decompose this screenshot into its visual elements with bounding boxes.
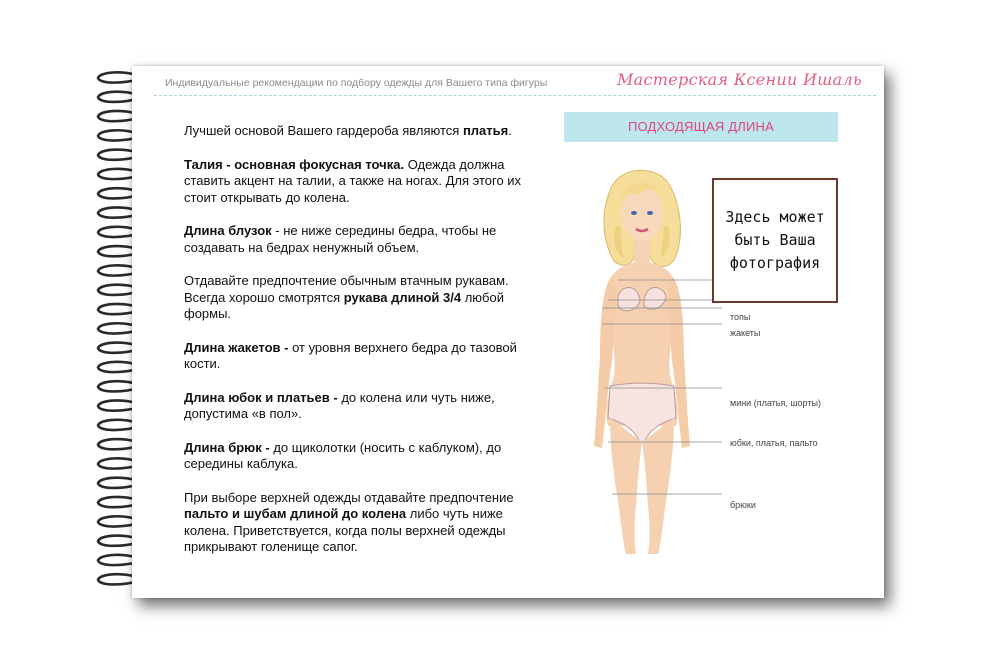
suitable-length-badge: ПОДХОДЯЩАЯ ДЛИНА — [564, 112, 838, 142]
photo-caption-line3: фотография — [729, 254, 821, 272]
paragraph-outerwear: При выборе верхней одежды отдавайте предпочтение пальто и шубам длиной до колена либо чуть ниже колена. Приветствуется, когда полы верхней одежды прикрывают голенище сапог. — [184, 489, 514, 554]
paragraph-dresses: Лучшей основой Вашего гардероба являются платья. — [184, 123, 512, 138]
label-trousers: брюки — [730, 500, 756, 510]
photo-caption-line1: Здесь может — [725, 208, 825, 226]
photo-caption-line2: быть Ваша — [734, 231, 816, 249]
brand-logo: Мастерская Ксении Ишаль — [617, 70, 862, 89]
label-skirts: юбки, платья, пальто — [730, 438, 818, 448]
photo-placeholder — [712, 178, 838, 303]
label-tops: топы — [730, 312, 751, 322]
paragraph-jackets: Длина жакетов - от уровня верхнего бедра до тазовой кости. — [184, 339, 517, 371]
header-divider — [154, 95, 876, 96]
header-title: Индивидуальные рекомендации по подбору одежды для Вашего типа фигуры — [165, 77, 548, 89]
label-jackets: жакеты — [730, 328, 761, 338]
recommendations-text — [184, 123, 544, 573]
notebook-page — [132, 66, 884, 598]
paragraph-blouses: Длина блузок - не ниже середины бедра, чтобы не создавать на бедрах ненужный объем. — [184, 223, 497, 255]
paragraph-sleeves: Отдавайте предпочтение обычным втачным рукавам. Всегда хорошо смотрятся рукава длиной 3/4 любой формы. — [184, 273, 509, 321]
paragraph-waist: Талия - основная фокусная точка. Одежда должна ставить акцент на талии, а также на ногах. Для этого их стоит открывать до колена. — [184, 156, 522, 205]
body-figure-illustration — [572, 156, 712, 556]
paragraph-trousers: Длина брюк - до щиколотки (носить с каблуком), до середины каблука. — [184, 439, 502, 471]
paragraph-skirts: Длина юбок и платьев - до колена или чуть ниже, допустима «в пол». — [184, 389, 495, 421]
label-mini: мини (платья, шорты) — [730, 398, 821, 408]
